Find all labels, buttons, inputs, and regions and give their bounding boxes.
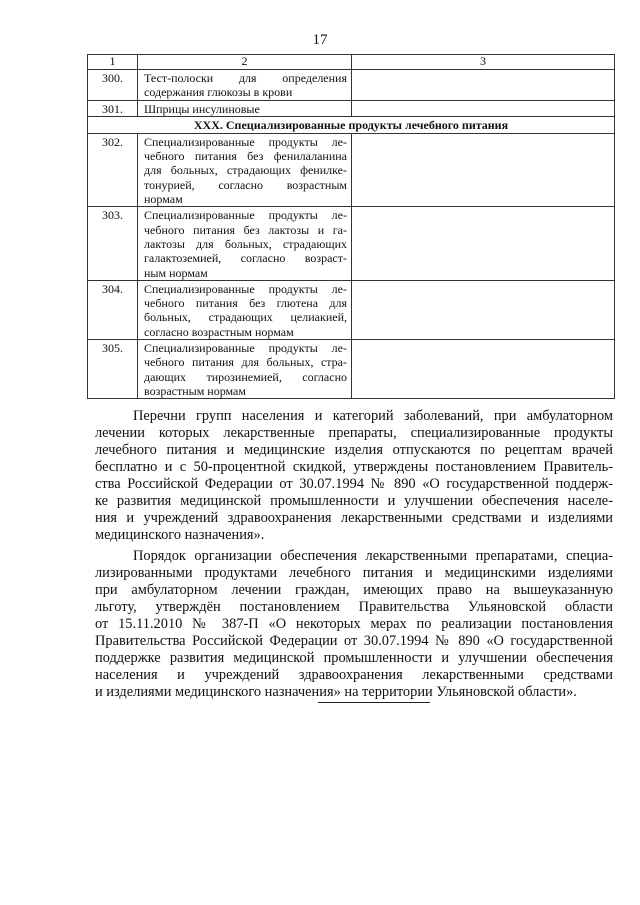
paragraph-line: поддержке развития медицинской промышленности и улучшении обеспечения [95,650,613,666]
product-name-line: больных, страдающих целиакией, [144,310,347,325]
paragraph-line: от 15.11.2010 № 387-П «О некоторых мерах по реализации постановления [95,616,613,632]
product-name [138,133,352,206]
row-number: 302. [88,133,138,206]
product-name [138,280,352,339]
product-name-line: лактозы для больных, страдающих [144,236,347,251]
product-name-line: ным нормам [144,265,208,280]
empty-cell [352,100,615,116]
product-name [138,207,352,280]
product-name [138,70,352,101]
product-name-line: чебного питания без лактозы и га- [144,222,347,237]
paragraph-line: льготу, утверждён постановлением Правительства Ульяновской области [95,599,613,615]
table-header-row [88,55,615,70]
paragraph-line: бесплатно и с 50-процентной скидкой, утверждены постановлением Правитель- [95,459,613,475]
table-row [88,133,615,206]
closing-rule [318,702,430,703]
product-name-line: Специализированные продукты ле- [144,341,347,356]
product-name-line: нормам [144,192,183,207]
product-name [138,100,352,116]
section-row [88,116,615,133]
empty-cell [352,207,615,280]
product-name-line: содержания глюкозы в крови [144,85,293,100]
product-name-line: дающих тирозинемией, согласно [144,369,347,384]
table-row [88,70,615,101]
paragraph-line: медицинского назначения». [95,527,265,543]
product-name-line: Специализированные продукты ле- [144,208,347,223]
empty-cell [352,133,615,206]
row-number: 305. [88,340,138,399]
column-header-2: 2 [138,55,352,70]
table-row [88,340,615,399]
paragraph-line: лечебного питания и медицинские изделия отпускаются по рецептам врачей [95,442,613,458]
medical-products-table [87,54,615,399]
product-name-line: Шприцы инсулиновые [144,101,260,116]
paragraph-line: лизированными продуктами лечебного питания и медицинскими изделиями [95,565,613,581]
row-number: 300. [88,70,138,101]
table-row [88,280,615,339]
product-name-line: Тест-полоски для определения [144,71,347,85]
paragraph-line: и изделиями медицинского назначения» на территории Ульяновской области». [95,684,577,700]
empty-cell [352,280,615,339]
product-name-line: чебного питания без глютена для [144,296,347,311]
paragraph-line: лечении которых лекарственные препараты, специализированные продукты [95,425,613,441]
row-number: 303. [88,207,138,280]
empty-cell [352,70,615,101]
column-header-3: 3 [352,55,615,70]
paragraph-line: ния и учреждений здравоохранения лекарственными средствами и изделиями [95,510,613,526]
paragraph-line: Правительства Российской Федерации от 30.07.1994 № 890 «О государственной [95,633,613,649]
paragraph-line: населения и учреждений здравоохранения лекарственными средствами [95,667,613,683]
table-row [88,100,615,116]
column-header-1: 1 [88,55,138,70]
product-name [138,340,352,399]
product-name-line: Специализированные продукты ле- [144,281,347,296]
product-name-line: для больных, страдающих фенилке- [144,163,347,178]
product-name-line: тонурией, согласно возрастным [144,177,347,192]
table-row [88,207,615,280]
paragraph-line: ке развития медицинской промышленности и улучшении обеспечения населе- [95,493,613,509]
paragraph-benefit-lists [95,408,613,544]
product-name-line: чебного питания для больных, стра- [144,355,347,370]
paragraph-line: ства Российской Федерации от 30.07.1994 № 890 «О государственной поддерж- [95,476,613,492]
paragraph-line: при амбулаторном лечении граждан, имеющих право на вышеуказанную [95,582,613,598]
row-number: 304. [88,280,138,339]
product-name-line: Специализированные продукты ле- [144,134,347,149]
section-title: XXX. Специализированные продукты лечебного питания [88,116,615,133]
paragraph-line: Порядок организации обеспечения лекарственными препаратами, специа- [133,548,613,564]
product-name-line: возрастным нормам [144,383,246,398]
paragraph-line: Перечни групп населения и категорий заболеваний, при амбулаторном [133,408,613,424]
empty-cell [352,340,615,399]
page-number: 17 [312,32,328,48]
row-number: 301. [88,100,138,116]
paragraph-procedure [95,548,613,701]
product-name-line: чебного питания без фенилаланина [144,149,347,164]
product-name-line: согласно возрастным нормам [144,324,294,339]
product-name-line: галактоземией, согласно возраст- [144,251,347,266]
